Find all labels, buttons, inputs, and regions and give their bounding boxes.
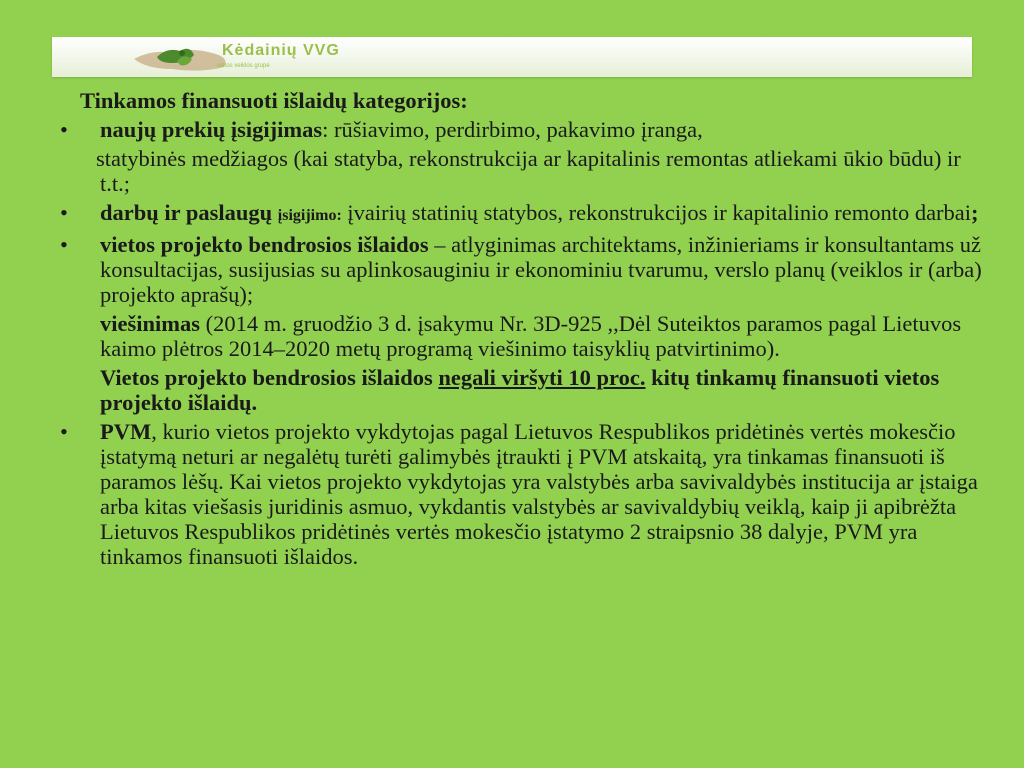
bullet-text: : rūšiavimo, perdirbimo, pakavimo įranga, [322,117,703,142]
bullet-heading: vietos projekto bendrosios išlaidos [100,232,429,257]
logo-subtitle: vietos veiklos grupė [217,63,270,69]
bullet-item [60,200,995,228]
header-banner [52,37,972,77]
bullet-item [60,117,995,142]
limit-text-end: kitų tinkamų finansuoti vietos projekto išlaidų. [100,365,940,415]
bullet-heading-small: įsigijimo: [277,207,342,224]
limit-underlined: negali viršyti 10 proc. [438,365,646,390]
logo-text: Kėdainių VVG [222,42,340,59]
bullet-heading: naujų prekių įsigijimas [100,117,323,142]
paragraph-materials: statybinės medžiagos (kai statyba, rekonstrukcija ar kapitalinis remontas atliekami ūkio būdu) ir t.t.; [96,146,961,196]
slide-content [60,88,995,573]
paragraph-publicity [60,311,995,361]
bullet-marker: • [60,419,68,444]
paragraph-limit [60,365,995,415]
bullet-text: – atlyginimas architektams, inžinieriams ir konsultantams už konsultacijas, susijusias su aplinkosauginiu ir ekonominiu tvarumu, verslo planų (veiklos ir (arba) projekto aprašų); [100,232,982,307]
publicity-heading: viešinimas [100,311,201,336]
bullet-marker: • [60,117,68,142]
limit-text-start: Vietos projekto bendrosios išlaidos [100,365,439,390]
publicity-text: (2014 m. gruodžio 3 d. įsakymu Nr. 3D-925 ,,Dėl Suteiktos paramos pagal Lietuvos kaimo plėtros 2014–2020 metų programą viešinimo taisyklių patvirtinimo). [100,311,962,361]
bullet-heading: darbų ir paslaugų [100,200,278,225]
bullet-text: , kurio vietos projekto vykdytojas pagal Lietuvos Respublikos pridėtinės vertės mokesčio įstatymą neturi ar negalėtų turėti galimybės įtraukti į PVM atskaitą, yra tinkamas finansuoti iš paramos lėšų. Kai vietos projekto vykdytojas yra valstybės arba savivaldybės institucija ar įstaiga arba kitas viešasis juridinis asmuo, vykdantis valstybės ar savivaldybių veiklą, kaip ji apibrėžta Lietuvos Respublikos pridėtinės vertės mokesčio įstatymo 2 straipsnio 38 dalyje, PVM yra tinkamos finansuoti išlaidos. [100,419,978,569]
bullet-item [60,232,995,307]
bullet-text: įvairių statinių statybos, rekonstrukcijos ir kapitalinio remonto darbai [341,200,972,225]
slide-title: Tinkamos finansuoti išlaidų kategorijos: [80,88,468,113]
bullet-marker: • [60,232,68,257]
bullet-item [60,419,995,569]
bullet-heading: PVM [100,419,152,444]
bullet-end: ; [971,200,979,225]
bullet-marker: • [60,200,68,225]
